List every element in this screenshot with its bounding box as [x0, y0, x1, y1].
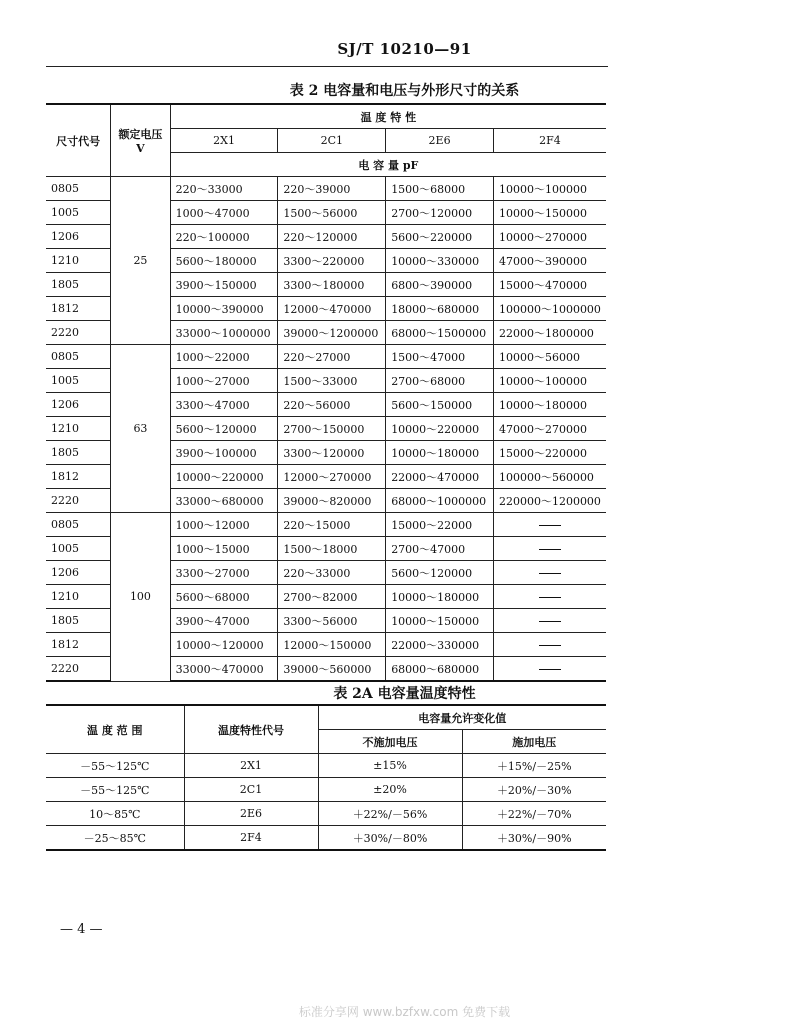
- watermark: 标准分享网 www.bzfxw.com 免费下载: [298, 1005, 511, 1019]
- size-code-cell: 1812: [46, 297, 111, 321]
- characteristic-code-header: 温度特性代号: [184, 705, 318, 754]
- capacitance-range-cell: 10000～180000: [493, 393, 606, 417]
- size-code-cell: 1206: [46, 561, 111, 585]
- capacitance-range-cell: 10000～180000: [386, 585, 494, 609]
- capacitance-range-cell: 220000～1200000: [493, 489, 606, 513]
- size-code-cell: 1206: [46, 225, 111, 249]
- capacitance-range-cell: 220～39000: [278, 177, 386, 201]
- capacitance-header: 电 容 量 pF: [170, 153, 606, 177]
- allowed-change-header: 电容量允许变化值: [318, 705, 606, 730]
- capacitance-range-cell: 6800～390000: [386, 273, 494, 297]
- size-code-cell: 1005: [46, 537, 111, 561]
- capacitance-range-cell: 33000～470000: [170, 657, 278, 682]
- capacitance-range-cell: 10000～390000: [170, 297, 278, 321]
- capacitance-range-cell: 10000～220000: [170, 465, 278, 489]
- size-code-cell: 1005: [46, 201, 111, 225]
- capacitance-range-cell: 1000～47000: [170, 201, 278, 225]
- capacitance-range-cell: 2700～68000: [386, 369, 494, 393]
- rated-voltage-header: [111, 104, 170, 177]
- capacitance-range-cell: 2700～47000: [386, 537, 494, 561]
- no-voltage-cell: ＋30%/－80%: [318, 826, 462, 851]
- capacitance-range-cell: 220～100000: [170, 225, 278, 249]
- capacitance-range-cell: 10000～180000: [386, 441, 494, 465]
- size-code-cell: 2220: [46, 321, 111, 345]
- capacitance-range-cell: [493, 561, 606, 585]
- table-row: [46, 345, 606, 369]
- capacitance-range-cell: 1500～56000: [278, 201, 386, 225]
- capacitance-range-cell: 12000～470000: [278, 297, 386, 321]
- no-voltage-header: 不施加电压: [318, 730, 462, 754]
- capacitance-range-cell: 12000～150000: [278, 633, 386, 657]
- capacitance-range-cell: 39000～560000: [278, 657, 386, 682]
- capacitance-range-cell: [493, 537, 606, 561]
- capacitance-range-cell: [493, 609, 606, 633]
- with-voltage-cell: ＋30%/－90%: [462, 826, 606, 851]
- capacitance-range-cell: 1500～68000: [386, 177, 494, 201]
- size-code-cell: 1206: [46, 393, 111, 417]
- table-row: [46, 177, 606, 201]
- capacitance-range-cell: 18000～680000: [386, 297, 494, 321]
- document-code: SJ/T 10210—91: [337, 40, 472, 58]
- with-voltage-cell: ＋20%/－30%: [462, 778, 606, 802]
- temperature-range-cell: 10～85℃: [46, 802, 184, 826]
- capacitance-range-cell: 5600～68000: [170, 585, 278, 609]
- not-applicable-dash: [539, 597, 561, 598]
- capacitance-range-cell: 220～15000: [278, 513, 386, 537]
- characteristic-code-cell: 2F4: [184, 826, 318, 851]
- characteristic-code-cell: 2X1: [184, 754, 318, 778]
- characteristic-code-cell: 2C1: [184, 778, 318, 802]
- not-applicable-dash: [539, 645, 561, 646]
- capacitance-range-cell: 68000～1500000: [386, 321, 494, 345]
- size-code-cell: 1805: [46, 441, 111, 465]
- capacitance-range-cell: 3300～47000: [170, 393, 278, 417]
- capacitance-range-cell: 10000～150000: [386, 609, 494, 633]
- type-header-2x1: 2X1: [170, 129, 278, 153]
- type-header-2f4: 2F4: [493, 129, 606, 153]
- capacitance-range-cell: 5600～150000: [386, 393, 494, 417]
- not-applicable-dash: [539, 669, 561, 670]
- rated-voltage-cell: 63: [111, 345, 170, 513]
- capacitance-range-cell: 1500～18000: [278, 537, 386, 561]
- not-applicable-dash: [539, 549, 561, 550]
- capacitance-range-cell: 3300～56000: [278, 609, 386, 633]
- with-voltage-header: 施加电压: [462, 730, 606, 754]
- table1-caption: 表 2 电容量和电压与外形尺寸的关系: [289, 83, 520, 99]
- table-row: [46, 513, 606, 537]
- temperature-range-cell: －55～125℃: [46, 754, 184, 778]
- temperature-characteristic-table: [46, 704, 606, 851]
- capacitance-range-cell: 220～120000: [278, 225, 386, 249]
- capacitance-range-cell: 10000～220000: [386, 417, 494, 441]
- temperature-range-cell: －55～125℃: [46, 778, 184, 802]
- size-code-cell: 1805: [46, 609, 111, 633]
- rated-voltage-label: 额定电压: [118, 128, 163, 141]
- not-applicable-dash: [539, 573, 561, 574]
- capacitance-range-cell: 5600～120000: [386, 561, 494, 585]
- size-code-cell: 0805: [46, 345, 111, 369]
- size-code-cell: 1210: [46, 249, 111, 273]
- capacitance-range-cell: 3300～120000: [278, 441, 386, 465]
- capacitance-range-cell: 10000～100000: [493, 177, 606, 201]
- capacitance-range-cell: 1000～22000: [170, 345, 278, 369]
- table-row: [46, 802, 606, 826]
- with-voltage-cell: ＋22%/－70%: [462, 802, 606, 826]
- capacitance-size-table: [46, 103, 606, 682]
- size-code-cell: 2220: [46, 489, 111, 513]
- rated-voltage-unit: V: [136, 142, 145, 155]
- temperature-range-cell: －25～85℃: [46, 826, 184, 851]
- capacitance-range-cell: 1500～47000: [386, 345, 494, 369]
- capacitance-range-cell: 10000～270000: [493, 225, 606, 249]
- capacitance-range-cell: 5600～120000: [170, 417, 278, 441]
- capacitance-range-cell: 68000～1000000: [386, 489, 494, 513]
- capacitance-range-cell: 5600～220000: [386, 225, 494, 249]
- capacitance-range-cell: 10000～150000: [493, 201, 606, 225]
- size-code-cell: 1210: [46, 585, 111, 609]
- size-code-cell: 1812: [46, 633, 111, 657]
- size-code-cell: 1005: [46, 369, 111, 393]
- capacitance-range-cell: 5600～180000: [170, 249, 278, 273]
- capacitance-range-cell: 15000～220000: [493, 441, 606, 465]
- capacitance-range-cell: 220～27000: [278, 345, 386, 369]
- characteristic-code-cell: 2E6: [184, 802, 318, 826]
- size-code-cell: 2220: [46, 657, 111, 682]
- capacitance-range-cell: [493, 585, 606, 609]
- size-code-header: 尺寸代号: [46, 104, 111, 177]
- capacitance-range-cell: 220～56000: [278, 393, 386, 417]
- temperature-range-header: 温 度 范 围: [46, 705, 184, 754]
- page-number: — 4 —: [60, 922, 103, 937]
- size-code-cell: 0805: [46, 177, 111, 201]
- capacitance-range-cell: 3900～150000: [170, 273, 278, 297]
- capacitance-range-cell: 10000～100000: [493, 369, 606, 393]
- capacitance-range-cell: 22000～330000: [386, 633, 494, 657]
- capacitance-range-cell: 1000～12000: [170, 513, 278, 537]
- capacitance-range-cell: [493, 513, 606, 537]
- capacitance-range-cell: 1000～27000: [170, 369, 278, 393]
- capacitance-range-cell: 10000～330000: [386, 249, 494, 273]
- capacitance-range-cell: 1000～15000: [170, 537, 278, 561]
- capacitance-range-cell: 33000～680000: [170, 489, 278, 513]
- capacitance-range-cell: 100000～1000000: [493, 297, 606, 321]
- capacitance-range-cell: 47000～270000: [493, 417, 606, 441]
- no-voltage-cell: ＋22%/－56%: [318, 802, 462, 826]
- capacitance-range-cell: [493, 633, 606, 657]
- with-voltage-cell: ＋15%/－25%: [462, 754, 606, 778]
- capacitance-range-cell: 3900～47000: [170, 609, 278, 633]
- capacitance-range-cell: 2700～82000: [278, 585, 386, 609]
- capacitance-range-cell: 220～33000: [170, 177, 278, 201]
- size-code-cell: 1812: [46, 465, 111, 489]
- rated-voltage-cell: 25: [111, 177, 170, 345]
- capacitance-range-cell: 2700～120000: [386, 201, 494, 225]
- capacitance-range-cell: 1500～33000: [278, 369, 386, 393]
- capacitance-range-cell: 33000～1000000: [170, 321, 278, 345]
- table2-caption: 表 2A 电容量温度特性: [333, 686, 476, 702]
- capacitance-range-cell: 68000～680000: [386, 657, 494, 682]
- no-voltage-cell: ±15%: [318, 754, 462, 778]
- header-rule: [46, 66, 608, 67]
- capacitance-range-cell: 220～33000: [278, 561, 386, 585]
- capacitance-range-cell: 10000～56000: [493, 345, 606, 369]
- capacitance-range-cell: 3300～220000: [278, 249, 386, 273]
- not-applicable-dash: [539, 525, 561, 526]
- capacitance-range-cell: 22000～470000: [386, 465, 494, 489]
- table-row: [46, 754, 606, 778]
- capacitance-range-cell: 22000～1800000: [493, 321, 606, 345]
- capacitance-range-cell: 3900～100000: [170, 441, 278, 465]
- capacitance-range-cell: 10000～120000: [170, 633, 278, 657]
- table-row: [46, 778, 606, 802]
- capacitance-range-cell: [493, 657, 606, 682]
- capacitance-range-cell: 3300～180000: [278, 273, 386, 297]
- capacitance-range-cell: 15000～22000: [386, 513, 494, 537]
- capacitance-range-cell: 39000～820000: [278, 489, 386, 513]
- no-voltage-cell: ±20%: [318, 778, 462, 802]
- capacitance-range-cell: 3300～27000: [170, 561, 278, 585]
- size-code-cell: 1805: [46, 273, 111, 297]
- size-code-cell: 0805: [46, 513, 111, 537]
- capacitance-range-cell: 39000～1200000: [278, 321, 386, 345]
- capacitance-range-cell: 100000～560000: [493, 465, 606, 489]
- capacitance-range-cell: 47000～390000: [493, 249, 606, 273]
- capacitance-range-cell: 2700～150000: [278, 417, 386, 441]
- not-applicable-dash: [539, 621, 561, 622]
- type-header-2c1: 2C1: [278, 129, 386, 153]
- rated-voltage-cell: 100: [111, 513, 170, 682]
- table-row: [46, 826, 606, 851]
- capacitance-range-cell: 15000～470000: [493, 273, 606, 297]
- size-code-cell: 1210: [46, 417, 111, 441]
- capacitance-range-cell: 12000～270000: [278, 465, 386, 489]
- temperature-characteristic-header: 温 度 特 性: [170, 104, 606, 129]
- type-header-2e6: 2E6: [386, 129, 494, 153]
